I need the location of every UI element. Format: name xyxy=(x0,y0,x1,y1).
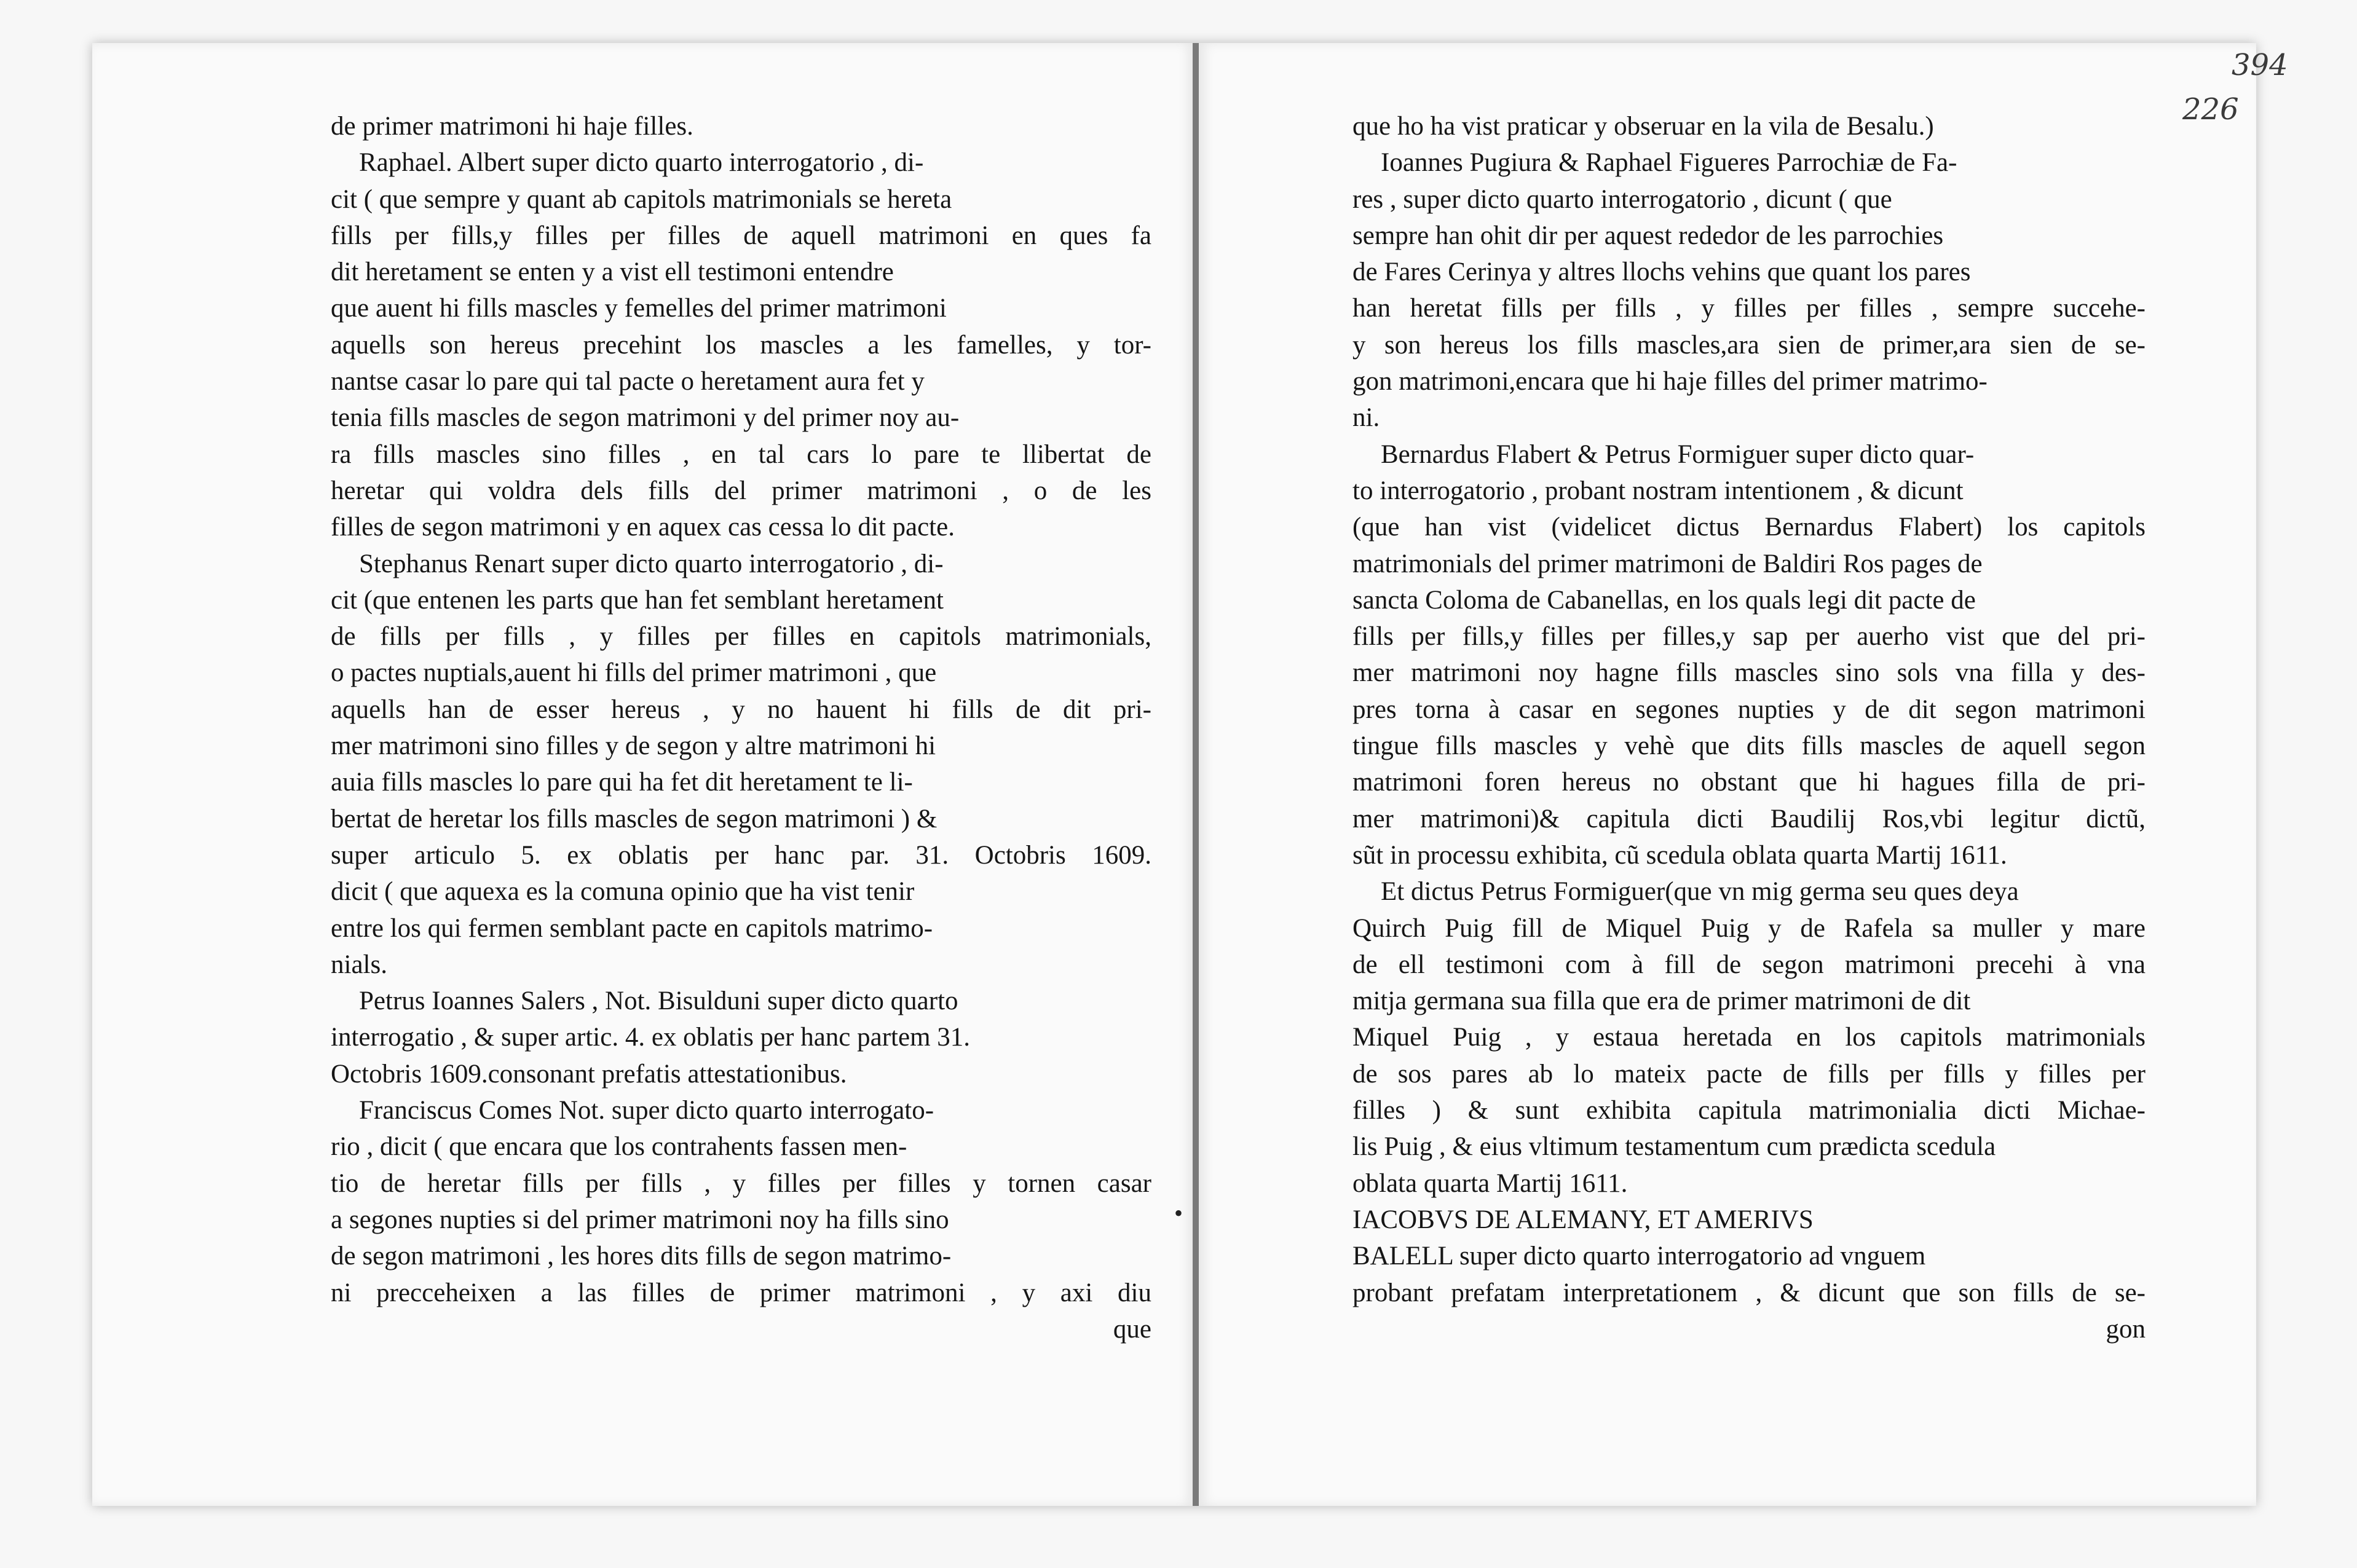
text-line: sempre han ohit dir per aquest rededor de les parrochies xyxy=(1352,221,1944,250)
text-line: tingue fills mascles y vehè que dits fills mascles de aquell segon xyxy=(1352,731,2146,761)
text-line: matrimoni foren hereus no obstant que hi hagues filla de pri- xyxy=(1352,768,2146,797)
text-line: Bernardus Flabert & Petrus Formiguer super dicto quar- xyxy=(1381,439,1975,469)
right-page xyxy=(1199,43,2288,1506)
text-line: heretar qui voldra dels fills del primer matrimoni , o de les xyxy=(331,476,1151,505)
text-line: bertat de heretar los fills mascles de segon matrimoni ) & xyxy=(331,804,938,833)
text-line: filles de segon matrimoni y en aquex cas cessa lo dit pacte. xyxy=(331,513,955,542)
text-line: entre los qui fermen semblant pacte en capitols matrimo- xyxy=(331,913,933,943)
text-line: Quirch Puig fill de Miquel Puig y de Rafela sa muller y mare xyxy=(1352,913,2146,943)
book-gutter xyxy=(1193,43,1199,1506)
text-line: Ioannes Pugiura & Raphael Figueres Parrochiæ de Fa- xyxy=(1381,148,1957,178)
text-line: Stephanus Renart super dicto quarto interrogatorio , di- xyxy=(359,549,944,578)
text-line: rio , dicit ( que encara que los contrahents fassen men- xyxy=(331,1132,907,1162)
text-line: de sos pares ab lo mateix pacte de fills per fills y filles per xyxy=(1352,1059,2146,1089)
text-line: gon xyxy=(2106,1314,2146,1344)
text-line: res , super dicto quarto interrogatorio , dicunt ( que xyxy=(1352,184,1892,214)
text-line: to interrogatorio , probant nostram intentionem , & dicunt xyxy=(1352,476,1964,505)
text-line: o pactes nuptials,auent hi fills del primer matrimoni , que xyxy=(331,658,937,688)
text-line: auia fills mascles lo pare qui ha fet dit heretament te li- xyxy=(331,768,913,797)
text-line: nials. xyxy=(331,950,387,979)
text-line: Miquel Puig , y estaua heretada en los capitols matrimonials xyxy=(1352,1023,2146,1052)
right-page-text xyxy=(1352,108,2146,1347)
text-line: fills per fills,y filles per filles,y sap per auerho vist que del pri- xyxy=(1352,622,2146,652)
text-line: (que han vist (videlicet dictus Bernardus Flabert) los capitols xyxy=(1352,513,2146,542)
text-line: probant prefatam interpretationem , & dicunt que son fills de se- xyxy=(1352,1278,2146,1307)
text-line: Petrus Ioannes Salers , Not. Bisulduni super dicto quarto xyxy=(359,987,958,1016)
text-line: super articulo 5. ex oblatis per hanc par. 31. Octobris 1609. xyxy=(331,840,1151,870)
text-line: mer matrimoni)& capitula dicti Baudilij Ros,vbi legitur dictũ, xyxy=(1352,804,2146,833)
folio-number-second: 226 xyxy=(2182,92,2239,127)
text-line: han heretat fills per fills , y filles per filles , sempre succehe- xyxy=(1352,294,2146,323)
margin-dot: • xyxy=(1174,1199,1183,1227)
left-page xyxy=(92,43,1193,1506)
text-line: Raphael. Albert super dicto quarto interrogatorio , di- xyxy=(359,148,924,178)
text-line: mer matrimoni sino filles y de segon y altre matrimoni hi xyxy=(331,731,936,761)
text-line: ni. xyxy=(1352,403,1380,433)
text-line: nantse casar lo pare qui tal pacte o heretament aura fet y xyxy=(331,367,925,396)
text-line: aquells han de esser hereus , y no hauent hi fills de dit pri- xyxy=(331,695,1151,724)
text-line: interrogatio , & super artic. 4. ex oblatis per hanc partem 31. xyxy=(331,1023,971,1052)
text-line: a segones nupties si del primer matrimoni noy ha fills sino xyxy=(331,1205,949,1234)
text-line: cit ( que sempre y quant ab capitols matrimonials se hereta xyxy=(331,184,952,214)
text-line: ra fills mascles sino filles , en tal cars lo pare te llibertat de xyxy=(331,439,1151,469)
text-line: que xyxy=(1113,1314,1151,1344)
text-line: y son hereus los fills mascles,ara sien de primer,ara sien de se- xyxy=(1352,330,2146,360)
text-line: fills per fills,y filles per filles de aquell matrimoni en ques fa xyxy=(331,221,1151,250)
text-line: sũt in processu exhibita, cũ scedula oblata quarta Martij 1611. xyxy=(1352,840,2007,870)
text-line: sancta Coloma de Cabanellas, en los quals legi dit pacte de xyxy=(1352,585,1976,615)
text-line: aquells son hereus precehint los mascles a les famelles, y tor- xyxy=(331,330,1151,360)
book-spread xyxy=(92,43,2288,1506)
text-line: cit (que entenen les parts que han fet semblant heretament xyxy=(331,585,944,615)
text-line: mitja germana sua filla que era de primer matrimoni de dit xyxy=(1352,987,1971,1016)
text-line: que ho ha vist praticar y obseruar en la vila de Besalu.) xyxy=(1352,112,1934,141)
text-line: de primer matrimoni hi haje filles. xyxy=(331,112,693,141)
text-line: gon matrimoni,encara que hi haje filles del primer matrimo- xyxy=(1352,367,1988,396)
text-line: de fills per fills , y filles per filles en capitols matrimonials, xyxy=(331,622,1151,652)
text-line: de ell testimoni com à fill de segon matrimoni precehi à vna xyxy=(1352,950,2146,979)
text-line: mer matrimoni noy hagne fills mascles sino sols vna filla y des- xyxy=(1352,658,2146,688)
text-line: dicit ( que aquexa es la comuna opinio que ha vist tenir xyxy=(331,877,915,907)
folio-number-top: 394 xyxy=(2232,48,2288,82)
text-line: tenia fills mascles de segon matrimoni y del primer noy au- xyxy=(331,403,960,433)
text-line: tio de heretar fills per fills , y filles per filles y tornen casar xyxy=(331,1168,1151,1198)
text-line: Octobris 1609.consonant prefatis attestationibus. xyxy=(331,1059,847,1089)
left-page-text xyxy=(331,108,1151,1347)
text-line: pres torna à casar en segones nupties y de dit segon matrimoni xyxy=(1352,695,2146,724)
text-line: que auent hi fills mascles y femelles del primer matrimoni xyxy=(331,294,947,323)
text-line: lis Puig , & eius vltimum testamentum cum prædicta scedula xyxy=(1352,1132,1996,1162)
text-line: Franciscus Comes Not. super dicto quarto interrogato- xyxy=(359,1096,934,1125)
text-line: de Fares Cerinya y altres llochs vehins que quant los pares xyxy=(1352,258,1971,287)
text-line: filles ) & sunt exhibita capitula matrimonialia dicti Michae- xyxy=(1352,1096,2146,1125)
text-line: ni precceheixen a las filles de primer matrimoni , y axi diu xyxy=(331,1278,1151,1307)
text-line: IACOBVS DE ALEMANY, ET AMERIVS xyxy=(1352,1205,1814,1234)
text-line: oblata quarta Martij 1611. xyxy=(1352,1168,1628,1198)
text-line: de segon matrimoni , les hores dits fills de segon matrimo- xyxy=(331,1242,952,1271)
text-line: Et dictus Petrus Formiguer(que vn mig germa seu ques deya xyxy=(1381,877,2019,907)
text-line: dit heretament se enten y a vist ell testimoni entendre xyxy=(331,258,894,287)
text-line: matrimonials del primer matrimoni de Baldiri Ros pages de xyxy=(1352,549,1983,578)
text-line: BALELL super dicto quarto interrogatorio ad vnguem xyxy=(1352,1242,1926,1271)
